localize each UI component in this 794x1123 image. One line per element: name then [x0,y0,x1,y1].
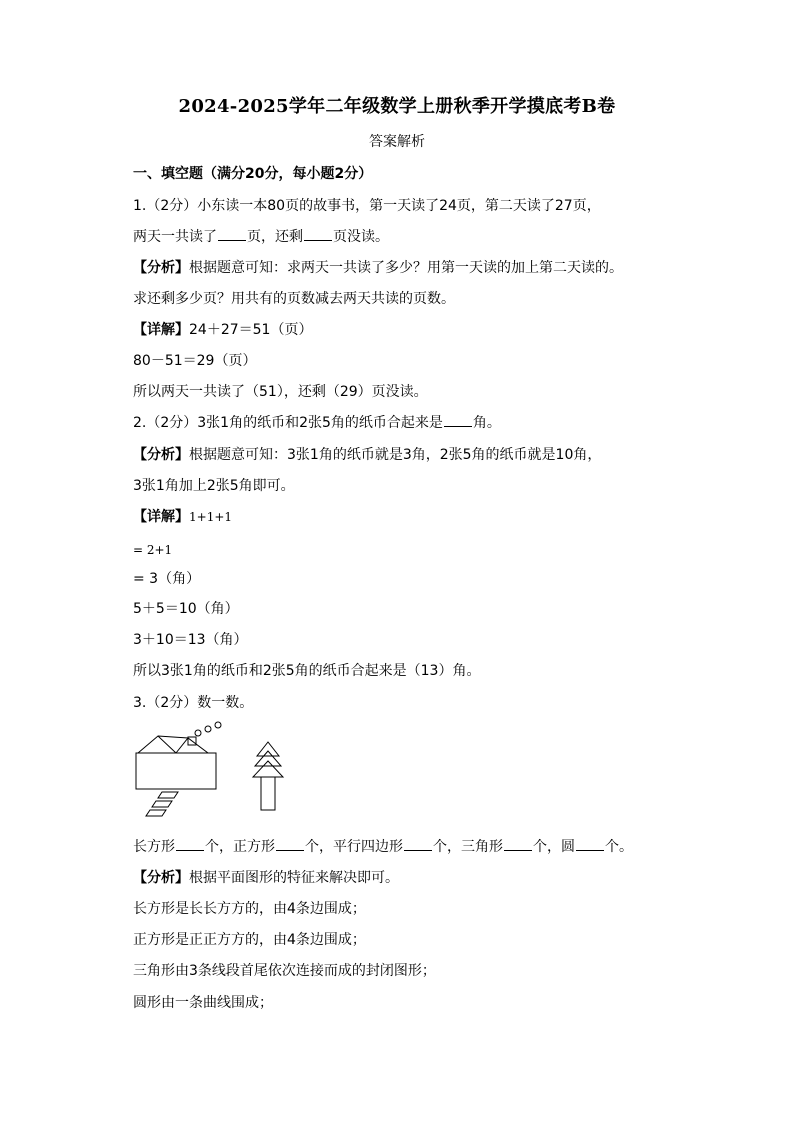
q1-stem-line1: 1.（2分）小东读一本80页的故事书，第一天读了24页，第二天读了27页， [133,198,601,214]
shapes-figure [128,718,298,818]
detail-tag: 【详解】 [133,322,189,338]
q1-stem-line2 [133,228,389,246]
q1-detail-line2: 80－51＝29（页） [133,353,257,369]
house-shape [136,722,221,816]
q1-stem-part-a: 两天一共读了 [133,229,217,245]
q3-analysis-text: 根据平面图形的特征来解决即可。 [189,870,399,886]
q1-detail-text: 24＋27＝51（页） [189,322,313,338]
tree-shape [253,742,283,810]
q3-fill-rect-label: 长方形 [133,839,175,855]
path-parallelogram-1 [158,792,178,798]
q2-detail-text: 1+1+1 [189,510,233,524]
path-parallelogram-2 [152,801,172,807]
document-subtitle: 答案解析 [369,134,425,150]
q2-detail-line3: = 3（角） [133,571,201,587]
analysis-tag: 【分析】 [133,447,189,463]
q2-detail-line2: = 2+1 [133,543,173,557]
q2-analysis-line2: 3张1角加上2张5角即可。 [133,478,295,494]
answer-blank [304,228,332,241]
roof-top-line [158,736,188,738]
q3-fill-parallelogram-label: 个，平行四边形 [305,839,403,855]
q2-stem-part-a: 2.（2分）3张1角的纸币和2张5角的纸币合起来是 [133,415,443,431]
smoke-circle-small [195,730,201,736]
path-parallelogram-3 [146,810,166,816]
house-rectangle [136,753,216,789]
q2-detail-line1 [133,508,232,526]
detail-tag: 【详解】 [133,509,189,525]
section-header: 一、填空题（满分20分，每小题2分） [133,166,373,182]
roof-triangle-left [138,736,176,753]
q1-stem-part-c: 页没读。 [333,229,389,245]
q2-stem-part-b: 角。 [472,415,501,431]
q3-stem: 3.（2分）数一数。 [133,695,254,711]
q1-analysis-line2: 求还剩多少页？用共有的页数减去两天共读的页数。 [133,291,455,307]
q2-detail-line4: 5＋5＝10（角） [133,601,239,617]
q3-fill-circle-label: 个，圆 [533,839,575,855]
q1-conclusion: 所以两天一共读了（51），还剩（29）页没读。 [133,384,428,400]
tree-trunk-rectangle [261,777,275,810]
q2-analysis-line1 [133,446,601,464]
answer-blank [504,838,532,851]
q2-stem [133,414,501,432]
q1-stem-part-b: 页，还剩 [247,229,303,245]
answer-blank [176,838,204,851]
document-title: 2024-2025学年二年级数学上册秋季开学摸底考B卷 [178,96,616,117]
q2-conclusion: 所以3张1角的纸币和2张5角的纸币合起来是（13）角。 [133,663,481,679]
q3-fill-end: 个。 [605,839,633,855]
analysis-tag: 【分析】 [133,870,189,886]
q3-analysis-rect: 长方形是长长方方的，由4条边围成； [133,901,366,917]
q1-analysis-line1 [133,259,623,277]
answer-blank [276,838,304,851]
q3-fill-triangle-label: 个，三角形 [433,839,503,855]
smoke-circle-medium [205,726,211,732]
analysis-tag: 【分析】 [133,260,189,276]
answer-blank [218,228,246,241]
answer-blank [404,838,432,851]
q2-analysis-text: 根据题意可知：3张1角的纸币就是3角，2张5角的纸币就是10角， [189,447,602,463]
tree-triangle-top [257,742,279,756]
q3-fill-line [133,838,633,856]
q3-analysis-circle: 圆形由一条曲线围成； [133,995,273,1011]
q1-detail-line1 [133,321,312,339]
q3-analysis-square: 正方形是正正方方的，由4条边围成； [133,932,366,948]
q3-analysis-triangle: 三角形由3条线段首尾依次连接而成的封闭图形； [133,963,436,979]
q1-analysis-text: 根据题意可知：求两天一共读了多少？用第一天读的加上第二天读的。 [189,260,623,276]
q3-analysis-line1 [133,869,399,887]
q3-fill-square-label: 个，正方形 [205,839,275,855]
smoke-circle-large [215,722,221,728]
q2-detail-line5: 3＋10＝13（角） [133,632,248,648]
answer-blank [444,414,472,427]
answer-blank [576,838,604,851]
